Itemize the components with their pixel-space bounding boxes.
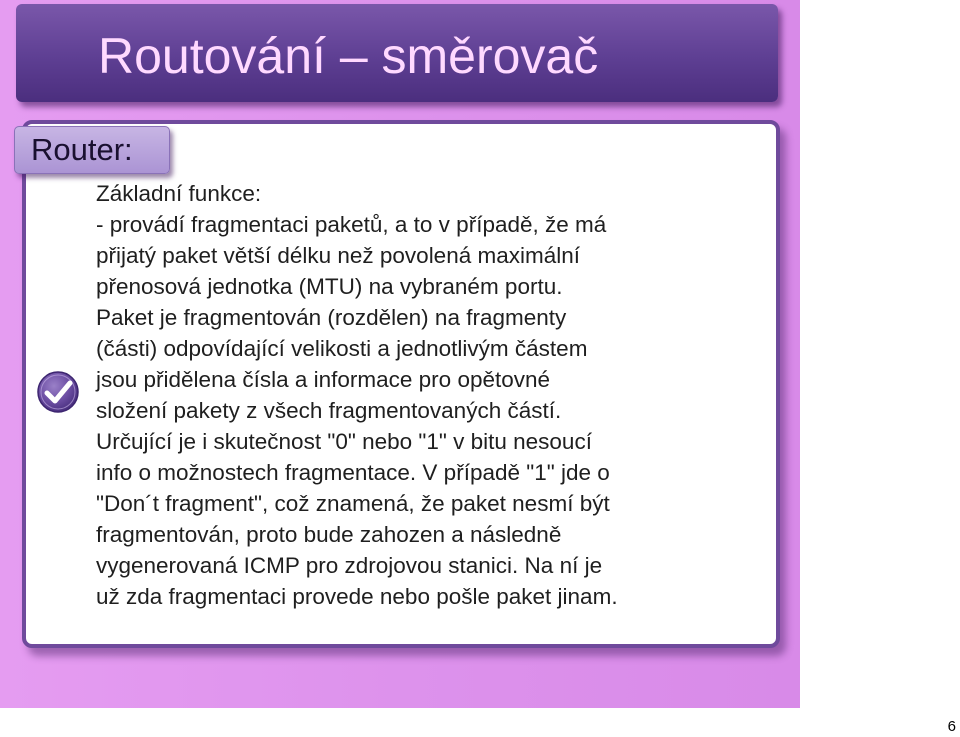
- page-number: 6: [947, 718, 956, 735]
- body-line: - provádí fragmentaci paketů, a to v případě, že má: [96, 212, 607, 237]
- body-line: "Don´t fragment", což znamená, že paket nesmí být: [96, 491, 610, 516]
- body-line: složení pakety z všech fragmentovaných částí.: [96, 398, 562, 423]
- body-line: vygenerovaná ICMP pro zdrojovou stanici. Na ní je: [96, 553, 603, 578]
- body-line: přijatý paket větší délku než povolená maximální: [96, 243, 581, 268]
- section-tab-label: Router:: [31, 132, 133, 167]
- body-line: Základní funkce:: [96, 181, 262, 206]
- body-line: info o možnostech fragmentace. V případě "1" jde o: [96, 460, 610, 485]
- section-tab: [14, 126, 170, 174]
- body-text: [96, 178, 776, 612]
- slide-title: Routování – směrovač: [98, 28, 599, 84]
- body-line: (části) odpovídající velikosti a jednotlivým částem: [96, 336, 588, 361]
- body-line: Určující je i skutečnost "0" nebo "1" v bitu nesoucí: [96, 429, 592, 454]
- body-line: přenosová jednotka (MTU) na vybraném portu.: [96, 274, 563, 299]
- body-line: fragmentován, proto bude zahozen a následně: [96, 522, 562, 547]
- body-line: jsou přidělena čísla a informace pro opětovné: [96, 367, 551, 392]
- checkmark-icon: [36, 370, 80, 414]
- body-line: už zda fragmentaci provede nebo pošle paket jinam.: [96, 584, 618, 609]
- body-line: Paket je fragmentován (rozdělen) na fragmenty: [96, 305, 567, 330]
